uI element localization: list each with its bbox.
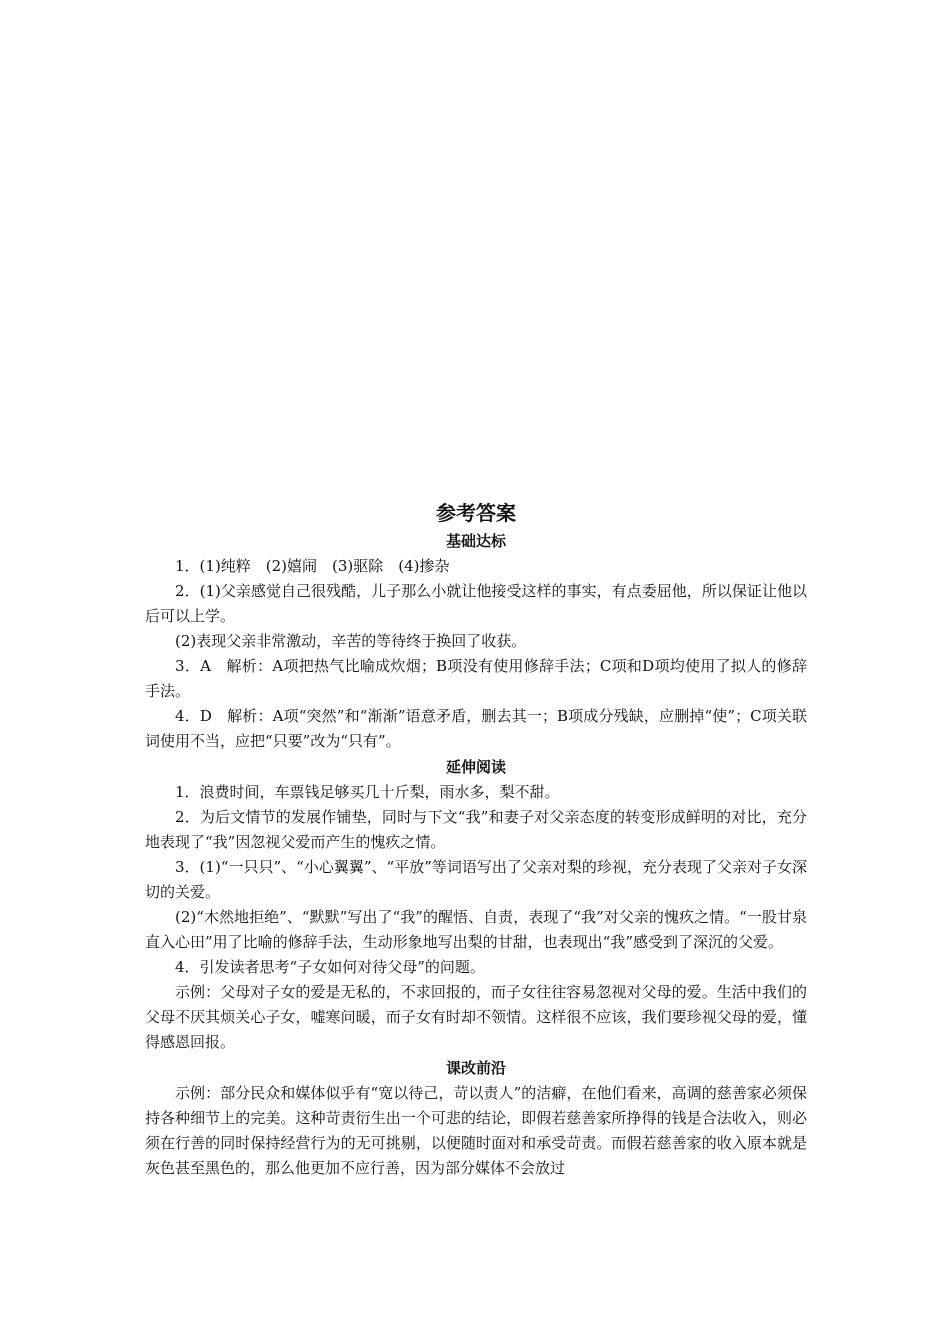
section-heading-extended-reading: 延伸阅读 <box>445 758 506 776</box>
paragraph: 2．为后文情节的发展作铺垫，同时与下文“我”和妻子对父亲态度的转变形成鲜明的对比，充分地表现了“我”因忽视父爱而产生的愧疚之情。 <box>145 808 807 851</box>
paragraph: 3．(1)“一只只”、“小心翼翼”、“平放”等词语写出了父亲对梨的珍视，充分表现了父亲对子女深切的关爱。 <box>145 858 807 901</box>
paragraph: 4．引发读者思考“子女如何对待父母”的问题。 <box>175 958 485 976</box>
paragraph: (2)表现父亲非常激动，辛苦的等待终于换回了收获。 <box>175 632 527 650</box>
section-heading-basic: 基础达标 <box>445 532 506 550</box>
paragraph: 示例：部分民众和媒体似乎有“宽以待己，苛以责人”的洁癖，在他们看来，高调的慈善家必须保持各种细节上的完美。这种苛责衍生出一个可悲的结论，即假若慈善家所挣得的钱是合法收入，则必须在行善的同时保持经营行为的无可挑剔，以便随时面对和承受苛责。而假若慈善家的收入原本就是灰色甚至黑色的，那么他更加不应行善，因为部分媒体不会放过 <box>145 1084 807 1177</box>
paragraph: 1．(1)纯粹 (2)嬉闹 (3)驱除 (4)掺杂 <box>175 557 450 575</box>
paragraph: 2．(1)父亲感觉自己很残酷，儿子那么小就让他接受这样的事实，有点委屈他，所以保证让他以后可以上学。 <box>145 582 807 625</box>
paragraph: 4．D 解析：A项“突然”和“渐渐”语意矛盾，删去其一；B项成分残缺，应删掉“使”；C项关联词使用不当，应把“只要”改为“只有”。 <box>145 707 807 750</box>
paragraph: (2)“木然地拒绝”、“默默”写出了“我”的醒悟、自责，表现了“我”对父亲的愧疚之情。“一股甘泉直入心田”用了比喻的修辞手法，生动形象地写出梨的甘甜，也表现出“我”感受到了深沉的父爱。 <box>145 908 807 951</box>
page-title: 参考答案 <box>436 501 516 525</box>
paragraph: 3．A 解析：A项把热气比喻成炊烟；B项没有使用修辞手法；C项和D项均使用了拟人的修辞手法。 <box>145 657 807 700</box>
section-heading-curriculum-frontier: 课改前沿 <box>445 1059 506 1077</box>
paragraph: 示例：父母对子女的爱是无私的，不求回报的，而子女往往容易忽视对父母的爱。生活中我们的父母不厌其烦关心子女，嘘寒问暖，而子女有时却不领情。这样很不应该，我们要珍视父母的爱，懂得感恩回报。 <box>145 983 807 1051</box>
answer-content <box>145 498 807 1181</box>
paragraph: 1．浪费时间，车票钱足够买几十斤梨，雨水多，梨不甜。 <box>175 783 560 801</box>
